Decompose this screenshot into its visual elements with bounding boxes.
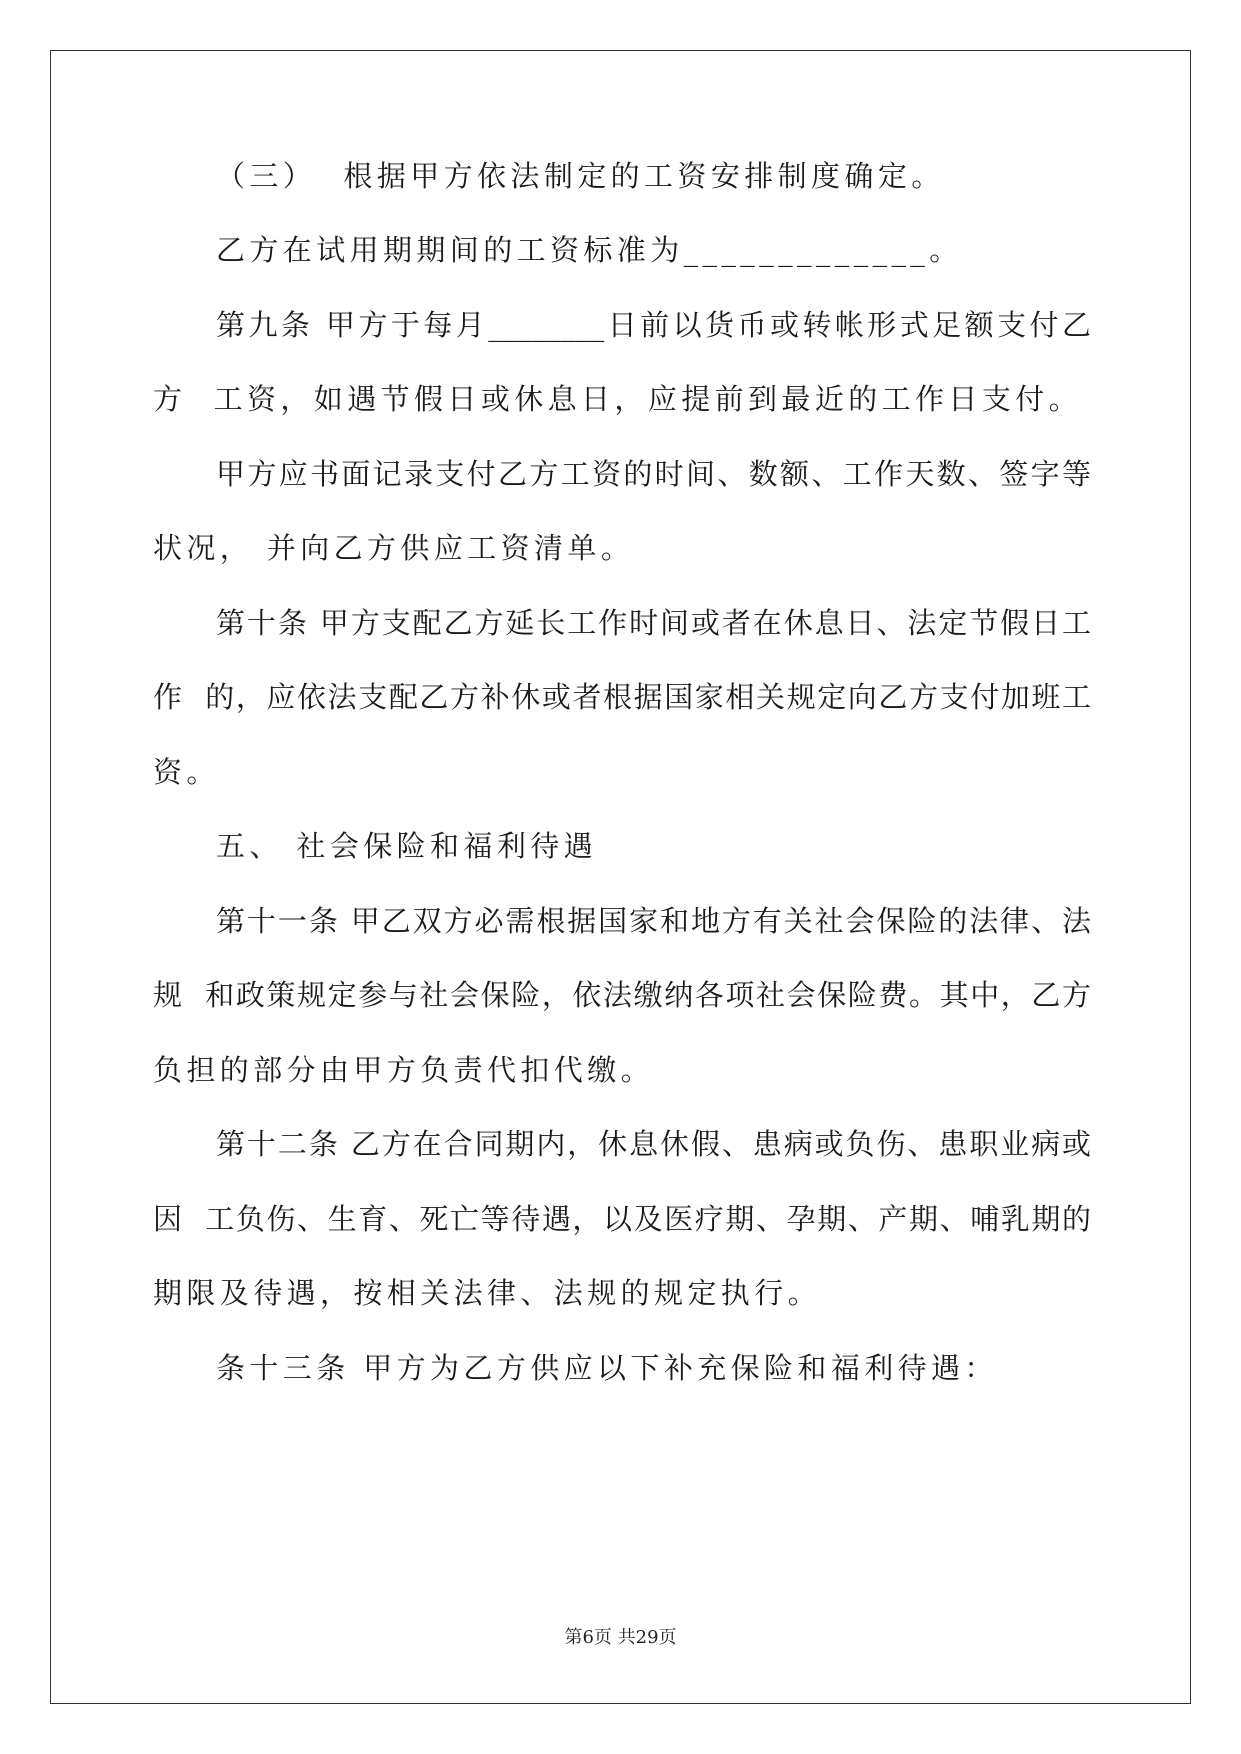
paragraph-line: 甲方应书面记录支付乙方工资的时间、数额、工作天数、签字等 [216,457,1091,491]
paragraph-line: 资。 [153,755,220,789]
paragraph-line: 作 的，应依法支配乙方补休或者根据国家相关规定向乙方支付加班工 [153,680,1091,714]
paragraph-line: 第九条 甲方于每月________日前以货币或转帐形式足额支付乙 [216,308,1091,342]
paragraph-line: （三） 根据甲方依法制定的工资安排制度确定。 [216,159,945,193]
paragraph-line: 方 工资，如遇节假日或休息日，应提前到最近的工作日支付。 [153,382,1083,416]
paragraph-line: 第十二条 乙方在合同期内，休息休假、患病或负伤、患职业病或 [216,1127,1091,1161]
paragraph-line: 期限及待遇，按相关法律、法规的规定执行。 [153,1276,822,1310]
paragraph-line: 因 工负伤、生育、死亡等待遇，以及医疗期、孕期、产期、哺乳期的 [153,1202,1091,1236]
paragraph-line: 第十一条 甲乙双方必需根据国家和地方有关社会保险的法律、法 [216,904,1091,938]
paragraph-line: 第十条 甲方支配乙方延长工作时间或者在休息日、法定节假日工 [216,606,1091,640]
section-heading: 五、 社会保险和福利待遇 [216,829,598,863]
paragraph-line: 乙方在试用期期间的工资标准为_____________。 [216,233,963,267]
paragraph-line: 条十三条 甲方为乙方供应以下补充保险和福利待遇： [216,1351,998,1385]
page-number-footer: 第6页 共29页 [564,1627,677,1648]
paragraph-line: 负担的部分由甲方负责代扣代缴。 [153,1053,655,1087]
page-border [50,50,1191,1704]
paragraph-line: 规 和政策规定参与社会保险，依法缴纳各项社会保险费。其中，乙方 [153,978,1091,1012]
paragraph-line: 状况， 并向乙方供应工资清单。 [153,531,635,565]
